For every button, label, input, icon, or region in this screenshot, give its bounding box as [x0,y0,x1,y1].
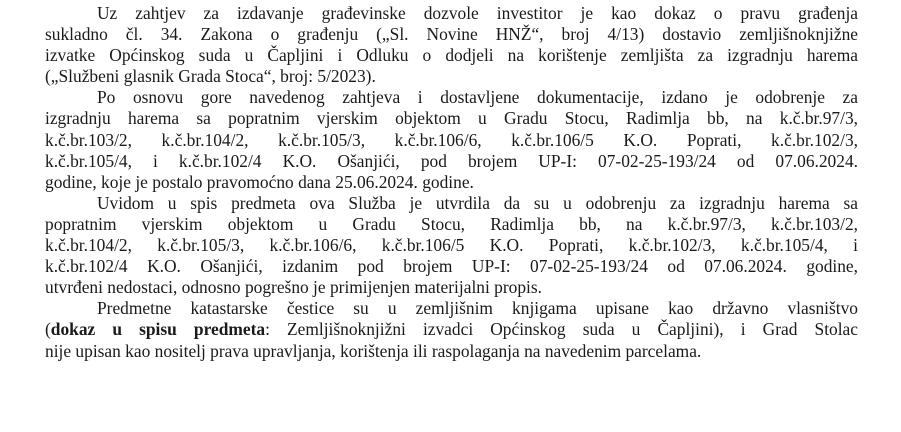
paragraph-line-with-bold [45,319,858,340]
paragraph-line: popratnim vjerskim objektom u Gradu Stocu, Radimlja bb, na k.č.br.97/3, k.č.br.103/2, [45,213,858,234]
open-parenthesis: ( [45,319,51,340]
paragraph-line: Uvidom u spis predmeta ova Služba je utvrdila da su u odobrenju za izgradnju harema sa [97,192,858,213]
paragraph-line: Po osnovu gore navedenog zahtjeva i dostavljene dokumentacije, izdano je odobrenje za [97,87,858,108]
bold-evidence-phrase: dokaz u spisu predmeta [50,319,266,340]
paragraph-line: nije upisan kao nositelj prava upravljanja, korištenja ili raspolaganja na navedenim parcelama. [45,340,702,361]
paragraph-line: k.č.br.105/4, i k.č.br.102/4 K.O. Ošanjići, pod brojem UP-I: 07-02-25-193/24 od 07.06.2024. [45,150,858,171]
paragraph-line: k.č.br.104/2, k.č.br.105/3, k.č.br.106/6, k.č.br.106/5 K.O. Poprati, k.č.br.102/3, k.č.br.105/4, i [45,235,858,256]
paragraph-state-ownership [45,298,858,361]
paragraph-line: k.č.br.102/4 K.O. Ošanjići, izdanim pod brojem UP-I: 07-02-25-193/24 od 07.06.2024. godine, [45,256,858,277]
paragraph-line: izgradnju harema sa popratnim vjerskim objektom u Gradu Stocu, Radimlja bb, na k.č.br.97/3, [45,108,858,129]
evidence-rest: : Zemljišnoknjižni izvadci Općinskog suda u Čapljini), i Grad Stolac [265,319,858,340]
paragraph-line: Predmetne katastarske čestice su u zemljišnim knjigama upisane kao državno vlasništvo [97,298,858,319]
paragraph-line: Uz zahtjev za izdavanje građevinske dozvole investitor je kao dokaz o pravu građenja [97,3,858,23]
paragraph-line: k.č.br.103/2, k.č.br.104/2, k.č.br.105/3, k.č.br.106/6, k.č.br.106/5 K.O. Poprati, k.č.br.102/3, [45,129,858,150]
paragraph-line: („Službeni glasnik Grada Stoca“, broj: 5/2023). [45,66,376,87]
paragraph-approval-issued [45,87,858,192]
paragraph-line: izvatke Općinskog suda u Čapljini i Odluku o dodjeli na korištenje zemljišta za izgradnju harema [45,45,858,66]
paragraph-line: godine, koje je postalo pravomoćno dana 25.06.2024. godine. [45,171,474,192]
document-body [45,3,858,362]
paragraph-building-permit-request [45,3,858,87]
paragraph-deficiencies-found [45,193,858,298]
paragraph-line: sukladno čl. 34. Zakona o građenju („Sl. Novine HNŽ“, broj 4/13) dostavio zemljišnoknjižne [45,24,858,45]
paragraph-line: utvrđeni nedostaci, odnosno pogrešno je primijenjen materijalni propis. [45,277,542,298]
